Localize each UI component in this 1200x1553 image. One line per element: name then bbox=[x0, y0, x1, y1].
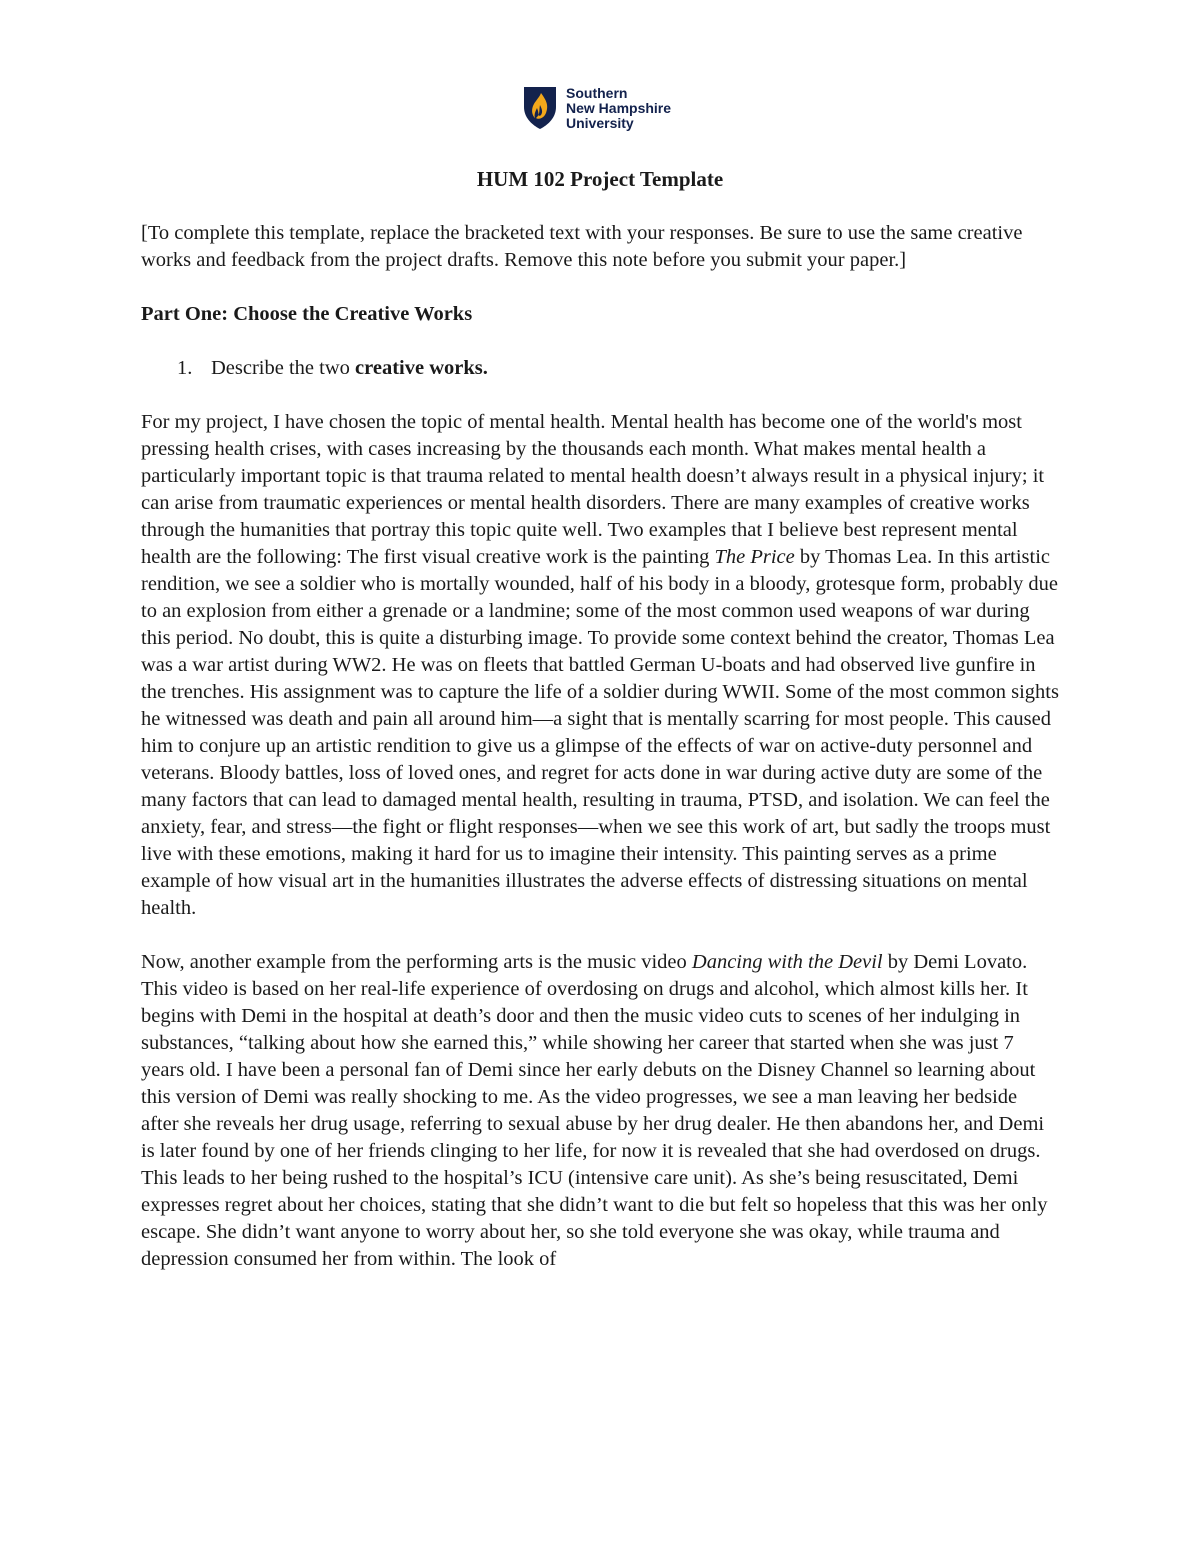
logo-line-2: New Hampshire bbox=[566, 99, 672, 116]
paragraph-painting bbox=[141, 409, 1059, 922]
section-heading: Part One: Choose the Creative Works bbox=[141, 303, 473, 325]
item-text-plain: Describe the two bbox=[211, 357, 356, 379]
document-body bbox=[141, 166, 1059, 1273]
paragraph-2-part-2: by Demi Lovato. This video is based on her real-life experience of overdosing on drugs and alcohol, which almost kills her. It begins with Demi in the hospital at death’s door and then the music video cuts to scenes of her indulging in substances, “talking about how she earned this,” while showing her career that started when she was just 7 years old. I have been a personal fan of Demi since her early debuts on the Disney Channel so learning about this version of Demi was really shocking to me. As the video progresses, we see a man leaving her bedside after she reveals her drug usage, referring to sexual abuse by her drug dealer. He then abandons her, and Demi is later found by one of her friends clinging to her life, for now it is revealed that she had overdosed on drugs. This leads to her being rushed to the hospital’s ICU (intensive care unit). As she’s being resuscitated, Demi expresses regret about her choices, stating that she didn’t want to die but felt so hopeless that this was her only escape. She didn’t want anyone to worry about her, so she told everyone she was okay, while trauma and depression consumed her from within. The look of bbox=[141, 951, 1048, 1270]
paragraph-2-part-1: Now, another example from the performing arts is the music video bbox=[141, 951, 692, 973]
university-name bbox=[566, 86, 671, 131]
document-title: HUM 102 Project Template bbox=[476, 167, 724, 191]
item-text-bold: creative works. bbox=[355, 357, 488, 379]
template-note: [To complete this template, replace the bracketed text with your responses. Be sure to use the same creative works and feedback from the project drafts. Remove this note before you submit your paper.] bbox=[141, 222, 1023, 271]
paragraph-1-part-2: by Thomas Lea. In this artistic rendition, we see a soldier who is mortally wounded, half of his body in a bloody, grotesque form, probably due to an explosion from either a grenade or a landmine; some of the most common used weapons of war during this period. No doubt, this is quite a disturbing image. To provide some context behind the creator, Thomas Lea was a war artist during WW2. He was on fleets that battled German U-boats and had observed live gunfire in the trenches. His assignment was to capture the life of a soldier during WWII. Some of the most common sights he witnessed was death and pain all around him—a sight that is mentally scarring for most people. This caused him to conjure up an artistic rendition to give us a glimpse of the effects of war on active-duty personnel and veterans. Bloody battles, loss of loved ones, and regret for acts done in war during active duty are some of the many factors that can lead to damaged mental health, resulting in trauma, PTSD, and isolation. We can feel the anxiety, fear, and stress—the fight or flight responses—when we see this work of art, but sadly the troops must live with these emotions, making it hard for us to imagine their intensity. This painting serves as a prime example of how visual art in the humanities illustrates the adverse effects of distressing situations on mental health. bbox=[141, 546, 1059, 919]
music-video-title: Dancing with the Devil bbox=[691, 951, 883, 973]
item-number: 1. bbox=[177, 357, 193, 379]
paragraph-music-video bbox=[141, 949, 1059, 1273]
paragraph-1-part-1: For my project, I have chosen the topic of mental health. Mental health has become one of the world's most pressing health crises, with cases increasing by the thousands each month. What makes mental health a particularly important topic is that trauma related to mental health doesn’t always result in a physical injury; it can arise from traumatic experiences or mental health disorders. There are many examples of creative works through the humanities that portray this topic quite well. Two examples that I believe best represent mental health are the following: The first visual creative work is the painting bbox=[141, 411, 1045, 568]
artwork-title: The Price bbox=[714, 546, 795, 568]
logo-line-3: University bbox=[566, 114, 634, 131]
numbered-item bbox=[141, 355, 1059, 382]
shield-flame-icon bbox=[522, 85, 558, 131]
snhu-logo bbox=[522, 84, 671, 132]
item-text bbox=[211, 355, 488, 382]
logo-line-1: Southern bbox=[566, 84, 628, 101]
